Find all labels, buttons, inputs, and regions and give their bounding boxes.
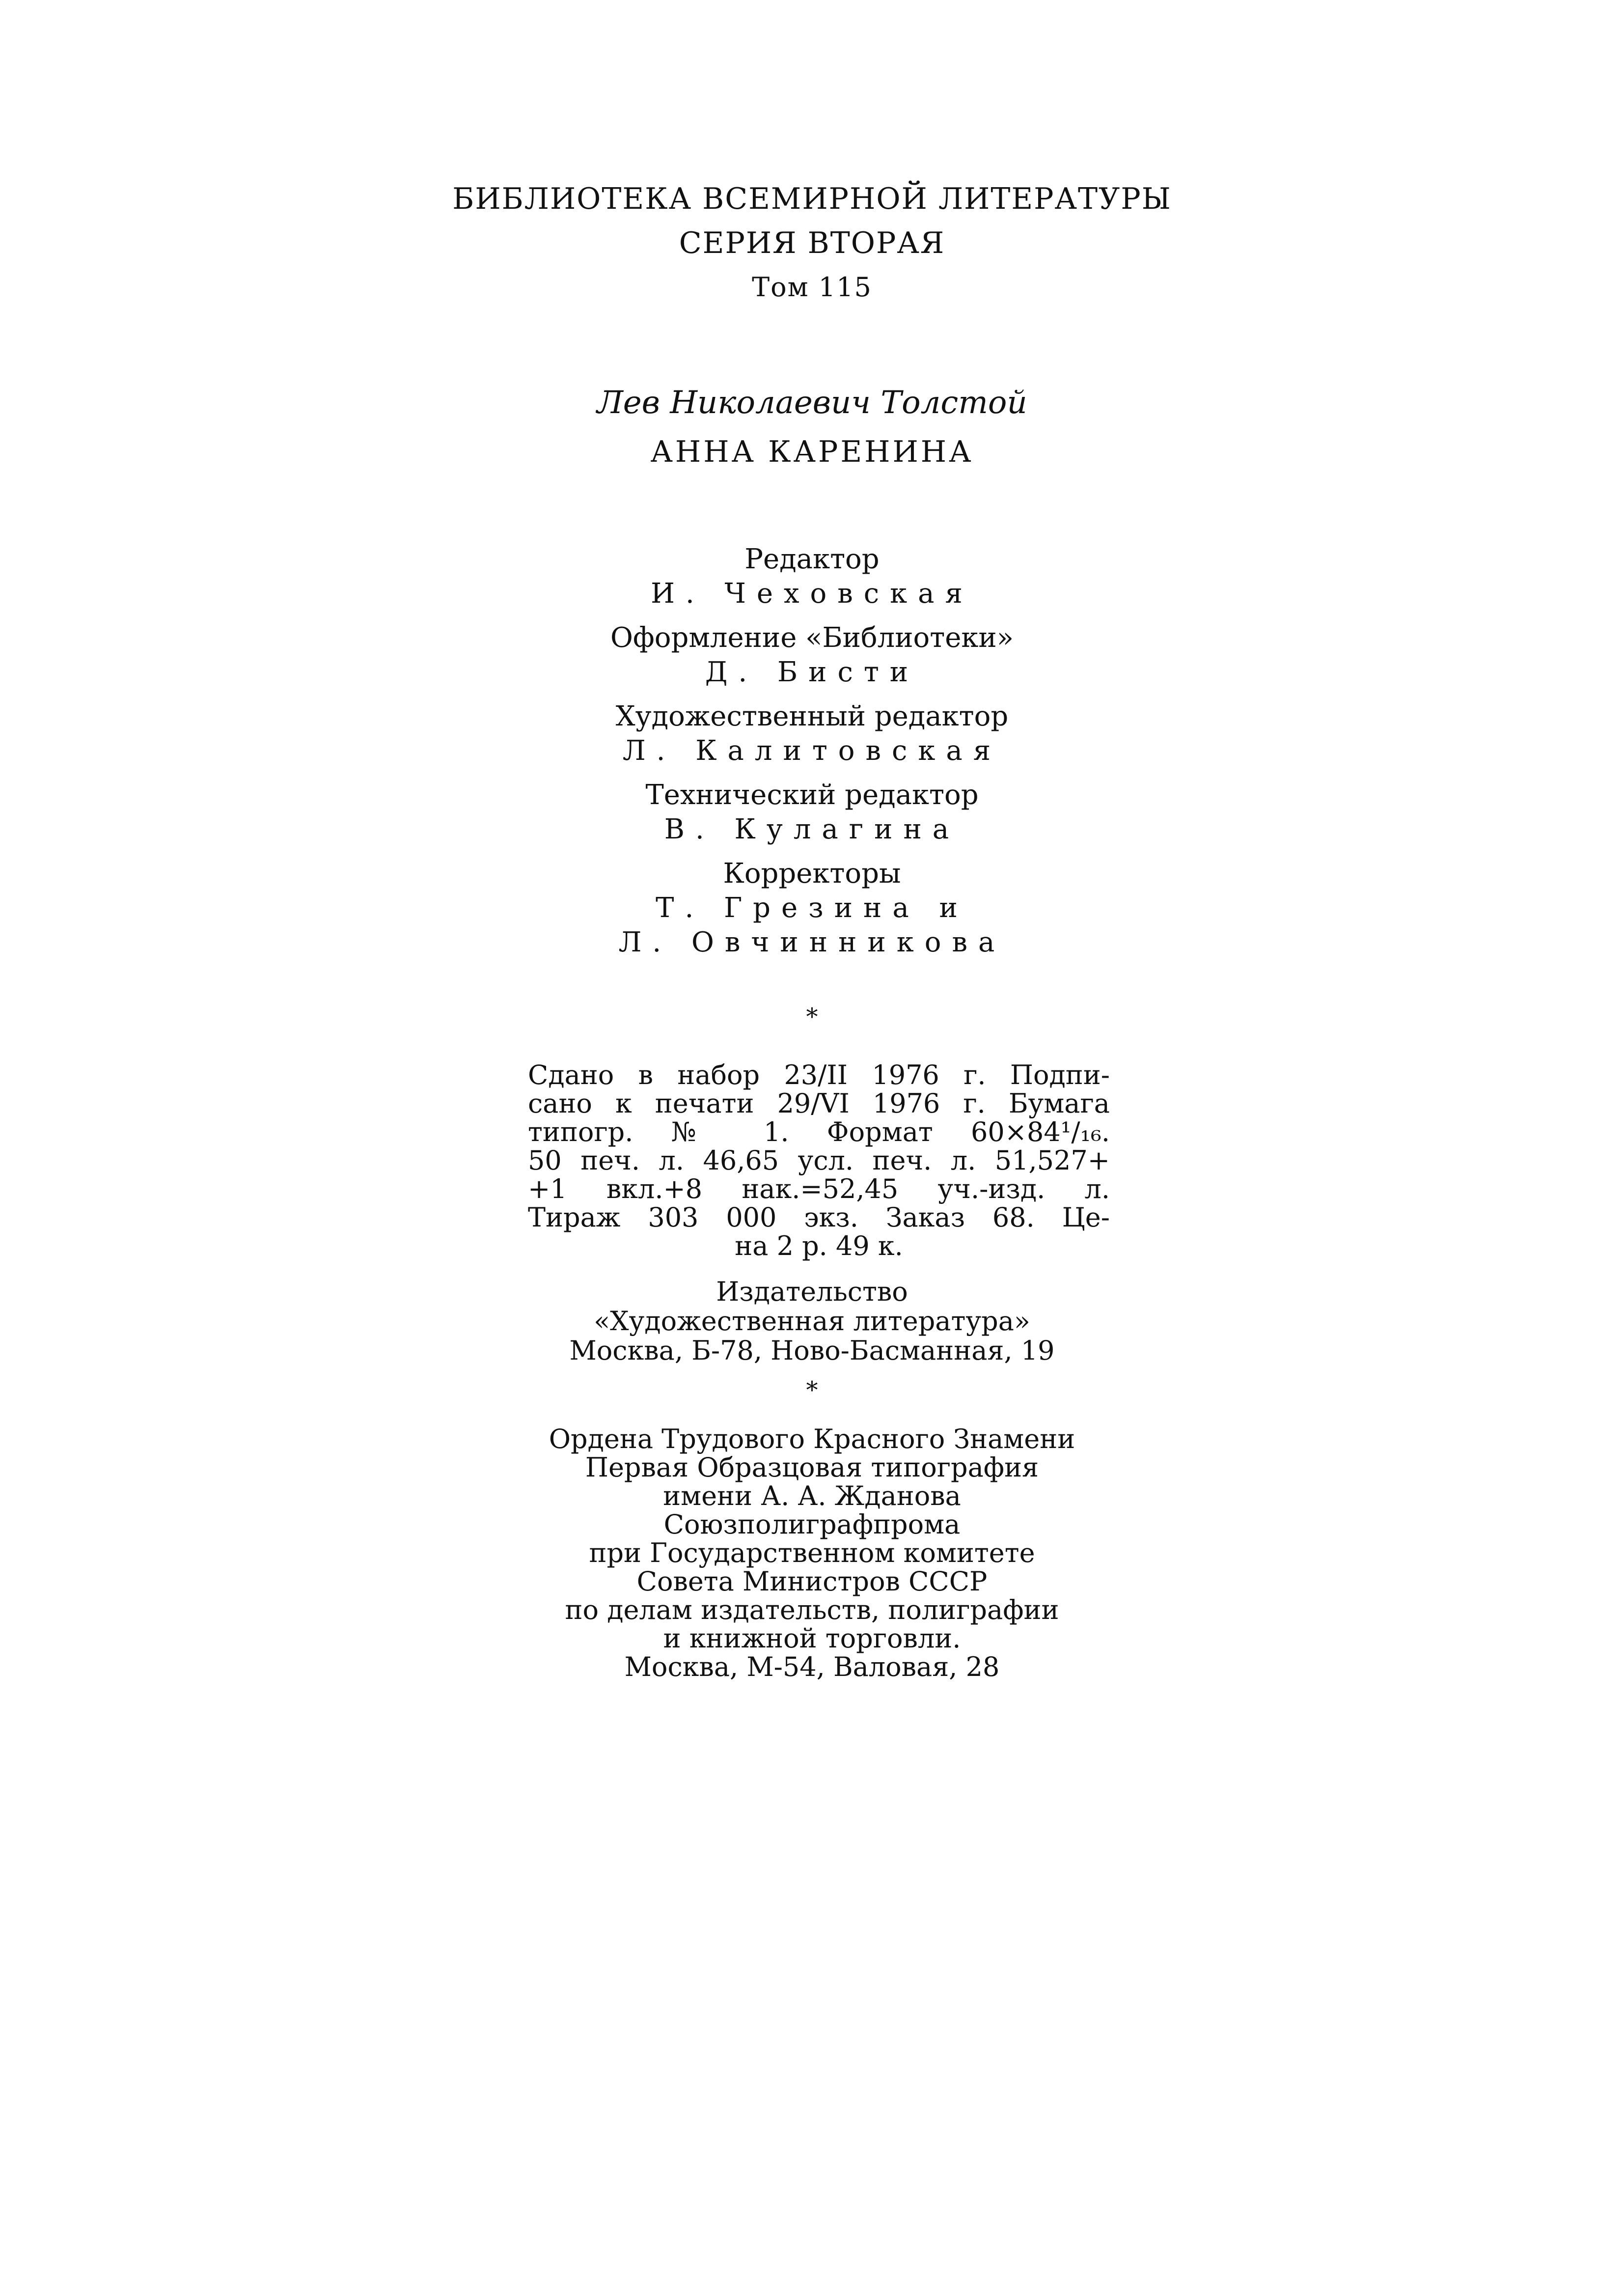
imprint-line: типогр. № 1. Формат 60×84¹/₁₆.: [528, 1116, 1110, 1147]
series-name: БИБЛИОТЕКА ВСЕМИРНОЙ ЛИТЕРАТУРЫ: [452, 182, 1172, 216]
credit-role-editor: Редактор: [744, 543, 880, 575]
credit-name-proofreader-1: Т. Грезина и: [656, 892, 968, 924]
printer-line: при Государственном комитете: [589, 1537, 1035, 1568]
imprint-line: сано к печати 29/VI 1976 г. Бумага: [528, 1088, 1110, 1119]
imprint-line: +1 вкл.+8 нак.=52,45 уч.-изд. л.: [528, 1173, 1110, 1204]
credit-role-art-editor: Художественный редактор: [615, 700, 1009, 732]
credit-role-tech-editor: Технический редактор: [645, 779, 979, 811]
printer-line: Москва, М-54, Валовая, 28: [624, 1651, 1000, 1682]
printer-line: и книжной торговли.: [663, 1623, 961, 1654]
printer-line: Ордена Трудового Красного Знамени: [549, 1423, 1075, 1454]
imprint-line: Тираж 303 000 экз. Заказ 68. Це-: [528, 1202, 1110, 1233]
publisher-name: «Художественная литература»: [594, 1306, 1030, 1337]
separator-star: *: [806, 1376, 818, 1404]
credit-name-editor: И. Чеховская: [651, 578, 973, 610]
credit-name-design: Д. Бисти: [705, 656, 919, 688]
volume-number: Том 115: [752, 272, 872, 303]
separator-star: *: [806, 1003, 818, 1031]
imprint-line: на 2 р. 49 к.: [735, 1230, 903, 1261]
printer-line: Совета Министров СССР: [636, 1566, 988, 1597]
publisher-address: Москва, Б-78, Ново-Басманная, 19: [569, 1335, 1055, 1366]
credit-name-proofreader-2: Л. Овчинникова: [618, 926, 1006, 958]
credit-name-tech-editor: В. Кулагина: [664, 813, 960, 845]
series-subtitle: СЕРИЯ ВТОРАЯ: [679, 226, 945, 260]
imprint-line: Сдано в набор 23/II 1976 г. Подпи-: [528, 1059, 1110, 1090]
credit-name-art-editor: Л. Калитовская: [622, 735, 1002, 767]
author-name: Лев Николаевич Толстой: [597, 385, 1027, 421]
publisher-label: Издательство: [716, 1276, 908, 1307]
credit-role-design: Оформление «Библиотеки»: [610, 622, 1014, 654]
credit-role-proofreaders: Корректоры: [723, 858, 901, 890]
printer-line: по делам издательств, полиграфии: [565, 1594, 1059, 1625]
book-title: АННА КАРЕНИНА: [650, 435, 974, 469]
printer-line: имени А. А. Жданова: [663, 1480, 961, 1511]
printer-line: Первая Образцовая типография: [585, 1452, 1039, 1483]
printer-line: Союзполиграфпрома: [663, 1509, 961, 1540]
imprint-line: 50 печ. л. 46,65 усл. печ. л. 51,527+: [528, 1145, 1110, 1176]
